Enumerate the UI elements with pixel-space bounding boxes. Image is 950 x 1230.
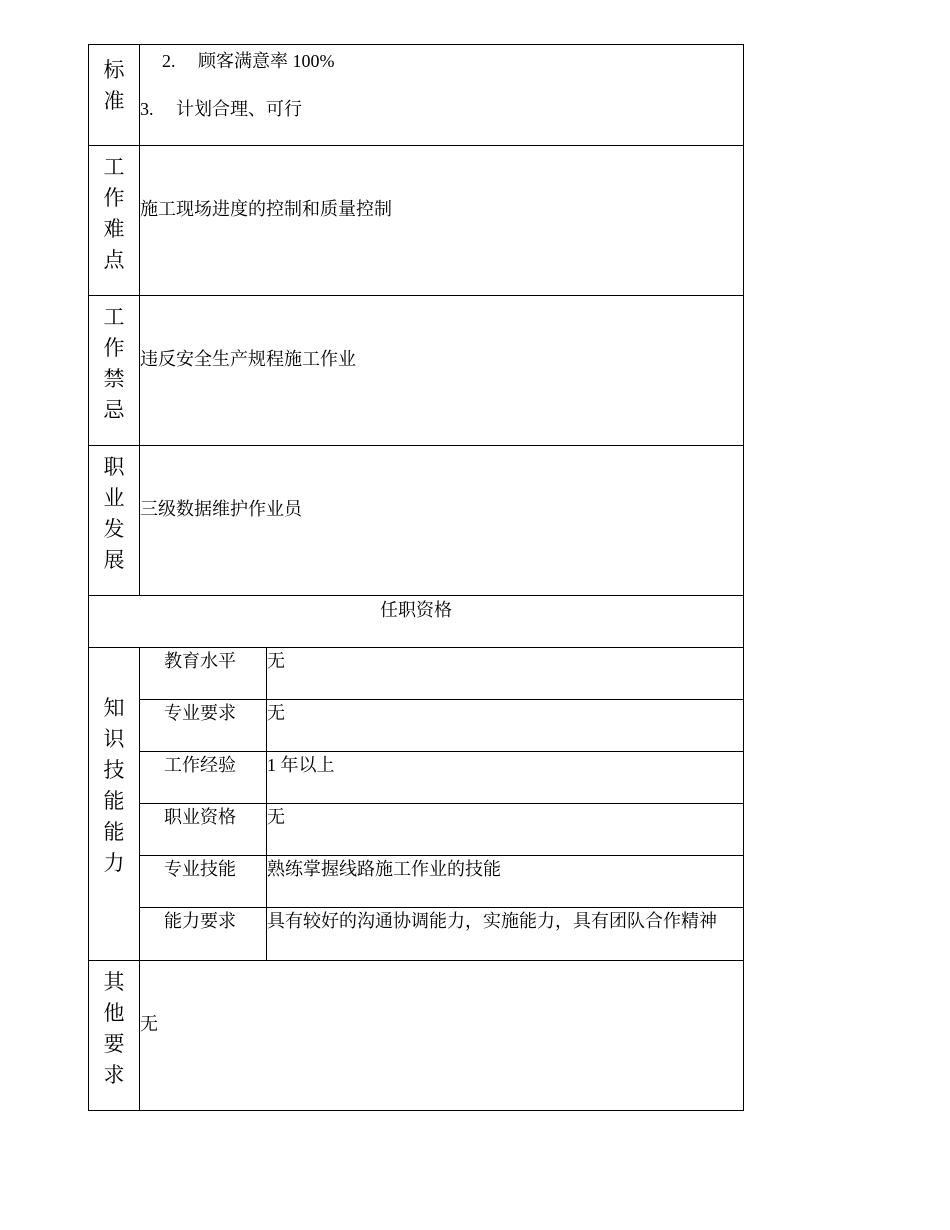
standard-item-1-number: 2. (162, 51, 176, 71)
knowledge-item-value: 1 年以上 (267, 752, 744, 804)
knowledge-row-2 (89, 700, 744, 752)
difficulty-row (89, 146, 744, 296)
knowledge-item-name: 工作经验 (140, 752, 267, 804)
taboo-label (89, 296, 140, 446)
knowledge-item-value: 具有较好的沟通协调能力，实施能力，具有团队合作精神 (267, 908, 744, 961)
qualification-header-text: 任职资格 (380, 600, 452, 620)
standard-item-1 (140, 45, 743, 72)
knowledge-item-name: 能力要求 (140, 908, 267, 961)
standard-label (89, 45, 140, 146)
knowledge-item-value: 熟练掌握线路施工作业的技能 (267, 856, 744, 908)
difficulty-label (89, 146, 140, 296)
knowledge-row-6 (89, 908, 744, 961)
qualification-header (89, 596, 744, 648)
taboo-content (140, 296, 744, 446)
difficulty-label-text: 工作难点 (103, 155, 125, 272)
knowledge-label (89, 648, 140, 961)
career-label (89, 446, 140, 596)
standard-item-2-text: 计划合理、可行 (176, 99, 302, 119)
difficulty-content (140, 146, 744, 296)
taboo-label-text: 工作禁忌 (103, 305, 125, 422)
standard-item-1-text: 顾客满意率 100% (198, 51, 335, 71)
standard-item-2-number: 3. (140, 99, 154, 119)
difficulty-text: 施工现场进度的控制和质量控制 (140, 198, 392, 219)
job-description-document (88, 44, 743, 1111)
knowledge-label-text: 知识技能能力 (103, 696, 125, 875)
knowledge-row-1 (89, 648, 744, 700)
knowledge-item-name: 专业要求 (140, 700, 267, 752)
career-label-text: 职业发展 (103, 455, 125, 572)
taboo-text: 违反安全生产规程施工作业 (140, 348, 356, 369)
knowledge-row-5 (89, 856, 744, 908)
standard-item-2 (140, 72, 743, 120)
standard-content (140, 45, 744, 146)
knowledge-item-value: 无 (267, 700, 744, 752)
standard-row (89, 45, 744, 146)
taboo-row (89, 296, 744, 446)
knowledge-item-name: 教育水平 (140, 648, 267, 700)
knowledge-item-value: 无 (267, 804, 744, 856)
qualification-header-row (89, 596, 744, 648)
other-row (89, 961, 744, 1111)
other-label (89, 961, 140, 1111)
standard-label-text: 标准 (103, 58, 125, 113)
career-row (89, 446, 744, 596)
career-content (140, 446, 744, 596)
knowledge-item-name: 职业资格 (140, 804, 267, 856)
knowledge-item-value: 无 (267, 648, 744, 700)
job-spec-table (88, 44, 744, 1111)
other-content (140, 961, 744, 1111)
knowledge-item-name: 专业技能 (140, 856, 267, 908)
other-text: 无 (140, 1013, 158, 1034)
knowledge-row-3 (89, 752, 744, 804)
knowledge-row-4 (89, 804, 744, 856)
other-label-text: 其他要求 (103, 970, 125, 1087)
career-text: 三级数据维护作业员 (140, 498, 302, 519)
